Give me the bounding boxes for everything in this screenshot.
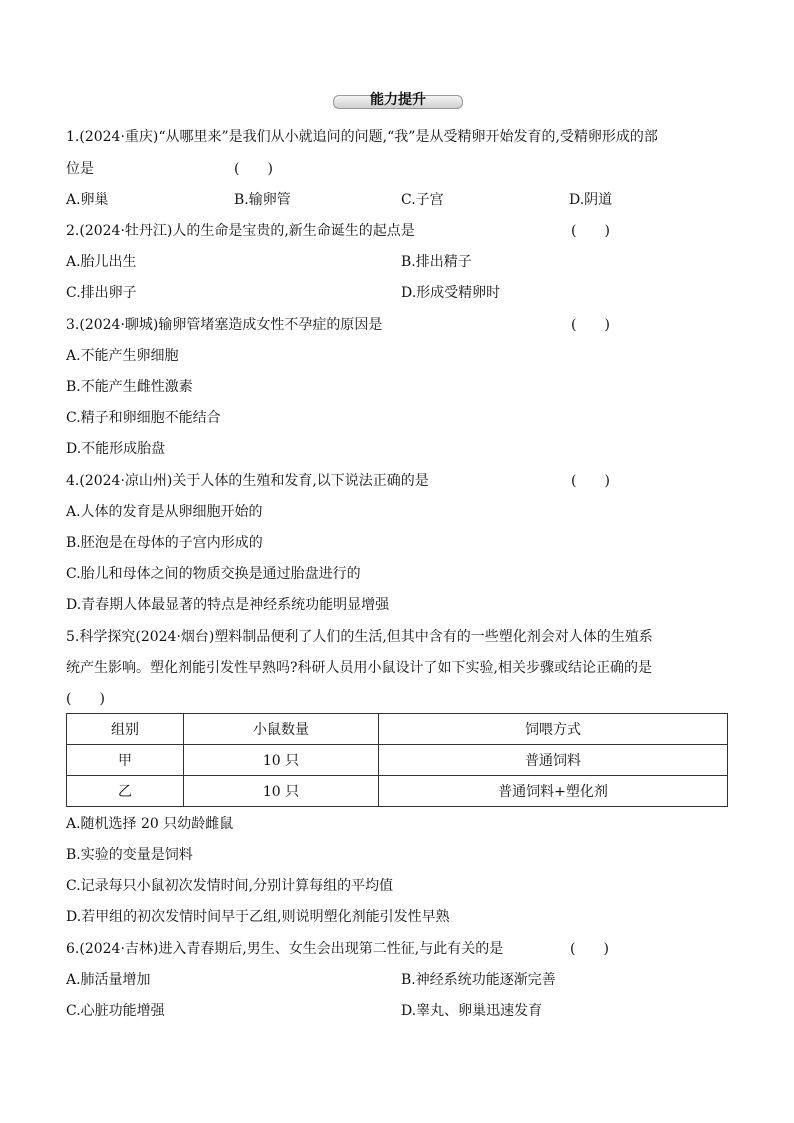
q3-answer-paren: ( ) <box>571 317 610 333</box>
q2-answer-paren: ( ) <box>571 223 610 239</box>
q1-answer-paren: ( ) <box>234 161 273 177</box>
q1-stem-line2: 位是 <box>66 161 94 177</box>
q3-option-a: A.不能产生卵细胞 <box>66 348 179 364</box>
q5-answer-paren: ( ) <box>66 691 105 707</box>
q1-option-d: D.阴道 <box>569 192 613 208</box>
q4-answer-paren: ( ) <box>571 473 610 489</box>
q2-stem: 2.(2024·牡丹江)人的生命是宝贵的,新生命诞生的起点是 <box>66 223 415 239</box>
table-header-cell: 组别 <box>67 714 184 745</box>
q1-option-c: C.子宫 <box>401 192 444 208</box>
table-cell: 10 只 <box>184 776 379 807</box>
q3-option-c: C.精子和卵细胞不能结合 <box>66 410 221 426</box>
table-cell: 普通饲料+塑化剂 <box>379 776 728 807</box>
q5-option-a: A.随机选择 20 只幼龄雌鼠 <box>66 816 234 832</box>
q6-option-d: D.睾丸、卵巢迅速发育 <box>401 1003 543 1019</box>
q4-option-a: A.人体的发育是从卵细胞开始的 <box>66 504 263 520</box>
table-row <box>67 745 728 776</box>
table-row <box>67 776 728 807</box>
q5-option-b: B.实验的变量是饲料 <box>66 847 193 863</box>
q2-option-d: D.形成受精卵时 <box>401 285 501 301</box>
q1-option-a: A.卵巢 <box>66 192 109 208</box>
q6-option-a: A.肺活量增加 <box>66 972 151 988</box>
q3-option-b: B.不能产生雌性激素 <box>66 379 193 395</box>
table-cell: 普通饲料 <box>379 745 728 776</box>
q2-option-b: B.排出精子 <box>401 254 472 270</box>
q5-stem-line1: 5.科学探究(2024·烟台)塑料制品便利了人们的生活,但其中含有的一些塑化剂会对人体的生殖系 <box>66 629 653 645</box>
section-title: 能力提升 <box>370 92 426 108</box>
q5-stem-line2: 统产生影响。塑化剂能引发性早熟吗?科研人员用小鼠设计了如下实验,相关步骤或结论正确的是 <box>66 660 652 676</box>
q3-stem: 3.(2024·聊城)输卵管堵塞造成女性不孕症的原因是 <box>66 317 383 333</box>
q2-option-a: A.胎儿出生 <box>66 254 137 270</box>
q4-option-d: D.青春期人体最显著的特点是神经系统功能明显增强 <box>66 597 390 613</box>
table-cell: 10 只 <box>184 745 379 776</box>
q5-option-d: D.若甲组的初次发情时间早于乙组,则说明塑化剂能引发性早熟 <box>66 909 450 925</box>
table-cell: 甲 <box>67 745 184 776</box>
q1-option-b: B.输卵管 <box>234 192 291 208</box>
table-header-row <box>67 714 728 745</box>
section-title-banner <box>333 88 463 114</box>
q5-option-c: C.记录每只小鼠初次发情时间,分别计算每组的平均值 <box>66 878 394 894</box>
q6-option-c: C.心脏功能增强 <box>66 1003 165 1019</box>
q6-option-b: B.神经系统功能逐渐完善 <box>401 972 556 988</box>
experiment-table <box>66 713 728 807</box>
q4-option-c: C.胎儿和母体之间的物质交换是通过胎盘进行的 <box>66 566 361 582</box>
q6-stem: 6.(2024·吉林)进入青春期后,男生、女生会出现第二性征,与此有关的是 <box>66 941 504 957</box>
q6-answer-paren: ( ) <box>570 941 609 957</box>
q4-stem: 4.(2024·凉山州)关于人体的生殖和发育,以下说法正确的是 <box>66 473 429 489</box>
q3-option-d: D.不能形成胎盘 <box>66 441 166 457</box>
table-header-cell: 饲喂方式 <box>379 714 728 745</box>
table-header-cell: 小鼠数量 <box>184 714 379 745</box>
table-cell: 乙 <box>67 776 184 807</box>
q4-option-b: B.胚泡是在母体的子宫内形成的 <box>66 535 263 551</box>
q2-option-c: C.排出卵子 <box>66 285 137 301</box>
q1-stem-line1: 1.(2024·重庆)“从哪里来”是我们从小就追问的问题,“我”是从受精卵开始发育的,受精卵形成的部 <box>66 129 658 145</box>
